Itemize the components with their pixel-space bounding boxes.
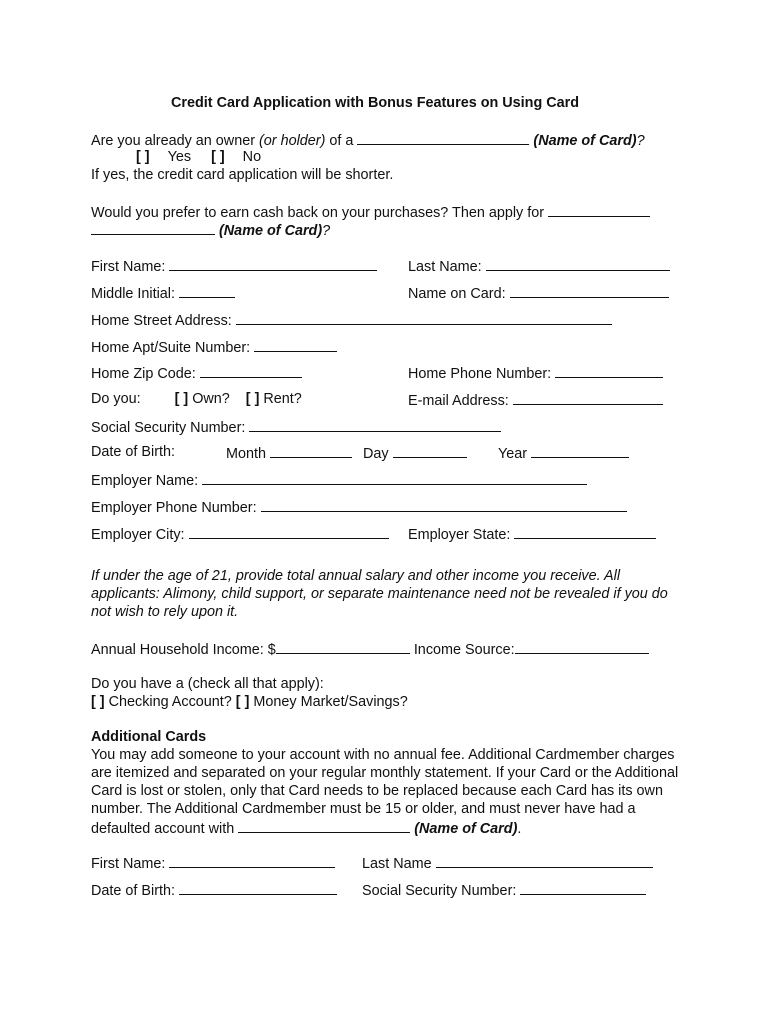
email-field[interactable] (513, 390, 663, 405)
employer-state-label: Employer State: (408, 527, 511, 543)
employer-name-row (91, 470, 587, 490)
name-on-card-row (408, 283, 669, 303)
dob-month-group (226, 443, 352, 463)
first-name-field[interactable] (169, 256, 377, 271)
employer-city-field[interactable] (189, 524, 389, 539)
rent-label: Rent? (263, 391, 302, 407)
first-name-row (91, 256, 377, 276)
own-checkbox[interactable]: [ ] (174, 391, 189, 407)
home-zip-label: Home Zip Code: (91, 366, 196, 382)
owner-no-checkbox[interactable]: [ ] (211, 149, 225, 165)
owner-yes-no (136, 148, 261, 166)
additional-first-name-label: First Name: (91, 856, 166, 872)
checking-label: Checking Account? (108, 694, 232, 710)
additional-cards-body (91, 746, 681, 838)
own-label: Own? (192, 391, 230, 407)
home-apt-label: Home Apt/Suite Number: (91, 340, 251, 356)
additional-card-label: (Name of Card) (414, 821, 518, 837)
annual-income-field[interactable] (276, 639, 410, 654)
employer-name-label: Employer Name: (91, 473, 199, 489)
owner-yes-label: Yes (167, 149, 192, 165)
owner-note: If yes, the credit card application will be shorter. (91, 167, 394, 183)
additional-period: . (517, 821, 522, 837)
owner-question-prefix: Are you already an owner (91, 133, 255, 149)
home-street-row (91, 310, 612, 330)
cashback-card-line (91, 220, 330, 240)
home-street-label: Home Street Address: (91, 313, 232, 329)
dob-year-field[interactable] (531, 443, 629, 458)
employer-phone-label: Employer Phone Number: (91, 500, 257, 516)
ssn-field[interactable] (249, 417, 501, 432)
home-apt-field[interactable] (254, 337, 337, 352)
home-phone-field[interactable] (555, 363, 663, 378)
additional-last-name-field[interactable] (436, 853, 653, 868)
owner-no-label: No (242, 149, 262, 165)
dob-day-field[interactable] (393, 443, 467, 458)
last-name-label: Last Name: (408, 259, 482, 275)
cashback-question-text: Would you prefer to earn cash back on your purchases? Then apply for (91, 205, 545, 221)
first-name-label: First Name: (91, 259, 166, 275)
employer-city-row (91, 524, 389, 544)
checking-checkbox[interactable]: [ ] (91, 694, 105, 710)
additional-card-name-field[interactable] (238, 818, 410, 833)
home-zip-row (91, 363, 302, 383)
additional-last-name-row (362, 853, 653, 873)
owner-card-label: (Name of Card) (533, 133, 637, 149)
additional-dob-row (91, 880, 337, 900)
additional-cards-heading: Additional Cards (91, 729, 207, 745)
owner-yes-checkbox[interactable]: [ ] (136, 149, 150, 165)
owner-question-of-a: of a (329, 133, 354, 149)
dob-year-label: Year (498, 446, 528, 462)
dob-year-group (498, 443, 629, 463)
name-on-card-label: Name on Card: (408, 286, 506, 302)
dob-day-group (363, 443, 467, 463)
cashback-card-field-2[interactable] (91, 220, 215, 235)
middle-initial-row (91, 283, 235, 303)
additional-ssn-row (362, 880, 646, 900)
dob-day-label: Day (363, 446, 389, 462)
dob-label: Date of Birth: (91, 444, 175, 460)
income-note: If under the age of 21, provide total annual salary and other income you receive. All applicants: Alimony, child support, or separate maintenance need not be revealed if you do not wish to rely upon it. (91, 568, 668, 620)
dob-month-field[interactable] (270, 443, 352, 458)
home-street-field[interactable] (236, 310, 612, 325)
last-name-row (408, 256, 670, 276)
accounts-question: Do you have a (check all that apply): (91, 676, 324, 692)
employer-state-field[interactable] (514, 524, 656, 539)
employer-phone-field[interactable] (261, 497, 627, 512)
home-phone-label: Home Phone Number: (408, 366, 552, 382)
employer-city-label: Employer City: (91, 527, 185, 543)
accounts-row (91, 693, 408, 711)
additional-dob-label: Date of Birth: (91, 883, 175, 899)
savings-checkbox[interactable]: [ ] (235, 694, 250, 710)
owner-card-name-field[interactable] (357, 130, 529, 145)
cashback-question (91, 202, 650, 222)
additional-dob-field[interactable] (179, 880, 337, 895)
additional-ssn-field[interactable] (520, 880, 646, 895)
income-source-label: Income Source: (413, 642, 515, 658)
owner-question-mark: ? (636, 133, 645, 149)
rent-checkbox[interactable]: [ ] (245, 391, 260, 407)
form-title: Credit Card Application with Bonus Features on Using Card (171, 95, 580, 111)
savings-label: Money Market/Savings? (253, 694, 408, 710)
dob-month-label: Month (226, 446, 266, 462)
owner-question (91, 130, 645, 150)
email-row (408, 390, 663, 410)
employer-name-field[interactable] (202, 470, 587, 485)
do-you-label: Do you: (91, 391, 141, 407)
additional-ssn-label: Social Security Number: (362, 883, 517, 899)
additional-cards-text: You may add someone to your account with no annual fee. Additional Cardmember charges are itemized and separated on your regular monthly statement. If your Card or the Additional Card is lost or stolen, only that Card needs to be replaced because each Card has its own number. The Additional Cardmember must be 15 or older, and must never have had a defaulted account with (91, 747, 679, 837)
additional-first-name-row (91, 853, 335, 873)
income-source-field[interactable] (515, 639, 649, 654)
owner-question-holder: (or holder) (259, 133, 326, 149)
middle-initial-field[interactable] (179, 283, 235, 298)
home-phone-row (408, 363, 663, 383)
email-label: E-mail Address: (408, 393, 509, 409)
dob-row (91, 443, 175, 461)
cashback-card-label: (Name of Card) (219, 223, 323, 239)
additional-last-name-label: Last Name (362, 856, 432, 872)
employer-state-row (408, 524, 656, 544)
annual-income-label: Annual Household Income: $ (91, 642, 276, 658)
home-zip-field[interactable] (200, 363, 302, 378)
own-rent-row (91, 390, 302, 408)
employer-phone-row (91, 497, 627, 517)
ssn-label: Social Security Number: (91, 420, 246, 436)
income-row (91, 639, 649, 659)
home-apt-row (91, 337, 337, 357)
middle-initial-label: Middle Initial: (91, 286, 175, 302)
name-on-card-field[interactable] (510, 283, 669, 298)
cashback-question-mark: ? (322, 223, 331, 239)
cashback-card-field-1[interactable] (548, 202, 650, 217)
additional-first-name-field[interactable] (169, 853, 335, 868)
last-name-field[interactable] (486, 256, 670, 271)
ssn-row (91, 417, 501, 437)
